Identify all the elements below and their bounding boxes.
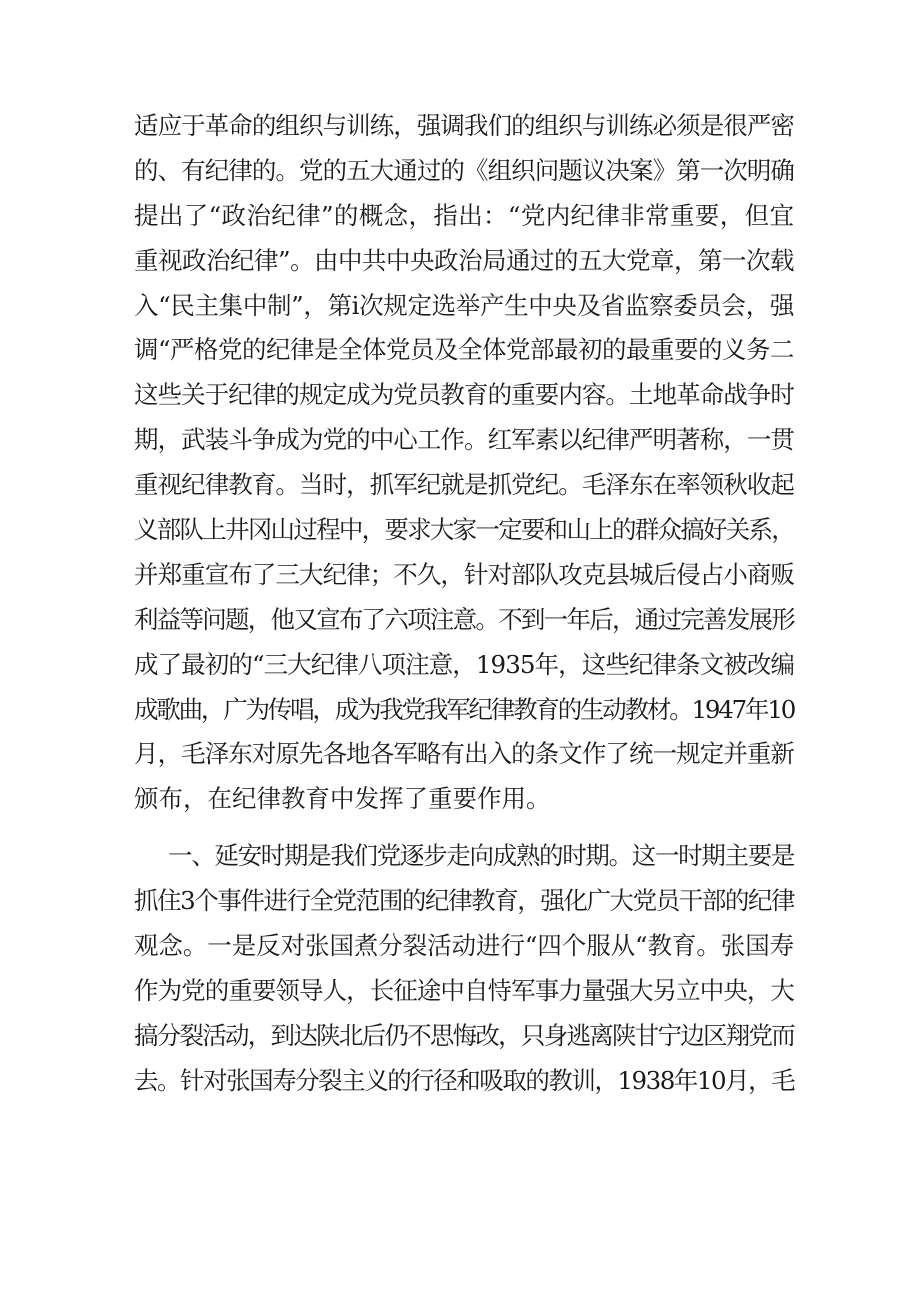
text-line: 提出了“政治纪律”的概念，指出：“党内纪律非常重要，但宜: [134, 200, 794, 230]
text-line: 重视纪律教育。当时，抓军纪就是抓党纪。毛泽东在率领秋收起: [134, 470, 794, 500]
text-line: 一、延安时期是我们党逐步走向成熟的时期。这一时期主要是: [168, 841, 795, 871]
paragraph-1: [134, 104, 794, 822]
text-line: 调“严格党的纪律是全体党员及全体党部最初的最重要的义务二: [134, 335, 795, 365]
text-line: 并郑重宣布了三大纪律；不久，针对部队攻克县城后侵占小商贩: [134, 559, 794, 589]
text-line: 搞分裂活动，到达陕北后仍不思悔改，只身逃离陕甘宁边区翔党而: [134, 1020, 795, 1050]
text-line: 入“民主集中制”，第i次规定选举产生中央及省监察委员会，强: [134, 290, 795, 320]
text-line: 去。针对张国寿分裂主义的行径和吸取的教训，1938年10月，毛: [134, 1065, 795, 1095]
text-line: 成歌曲，广为传唱，成为我党我军纪律教育的生动教材。1947年10: [134, 694, 795, 724]
text-line: 这些关于纪律的规定成为党员教育的重要内容。土地革命战争时: [134, 380, 794, 410]
text-line: 的、有纪律的。党的五大通过的《组织问题议决案》第一次明确: [134, 155, 794, 185]
text-line: 抓住3个事件进行全党范围的纪律教育，强化广大党员干部的纪律: [134, 886, 795, 916]
paragraph-gap: [134, 822, 794, 834]
text-line: 月，毛泽东对原先各地各军略有出入的条文作了统一规定并重新: [134, 739, 794, 769]
paragraph-2: [134, 834, 794, 1103]
text-line: 重视政治纪律”。由中共中央政治局通过的五大党章，第一次载: [134, 245, 795, 275]
text-line: 观念。一是反对张国煮分裂活动进行“四个服从“教育。张国寿: [134, 931, 795, 961]
text-line: 成了最初的“三大纪律八项注意，1935年，这些纪律条文被改编: [134, 649, 795, 679]
text-line: 期，武装斗争成为党的中心工作。红军素以纪律严明著称，一贯: [134, 425, 794, 455]
text-line: 利益等问题，他又宣布了六项注意。不到一年后，通过完善发展形: [134, 604, 795, 634]
text-line: 作为党的重要领导人，长征途中自恃军事力量强大另立中央，大: [134, 975, 794, 1005]
text-line: 颁布，在纪律教育中发挥了重要作用。: [134, 784, 551, 814]
text-line: 适应于革命的组织与训练，强调我们的组织与训练必须是很严密: [134, 111, 794, 140]
text-line: 义部队上井冈山过程中，要求大家一定要和山上的群众搞好关系，: [134, 515, 795, 545]
document-body: [134, 104, 794, 1104]
